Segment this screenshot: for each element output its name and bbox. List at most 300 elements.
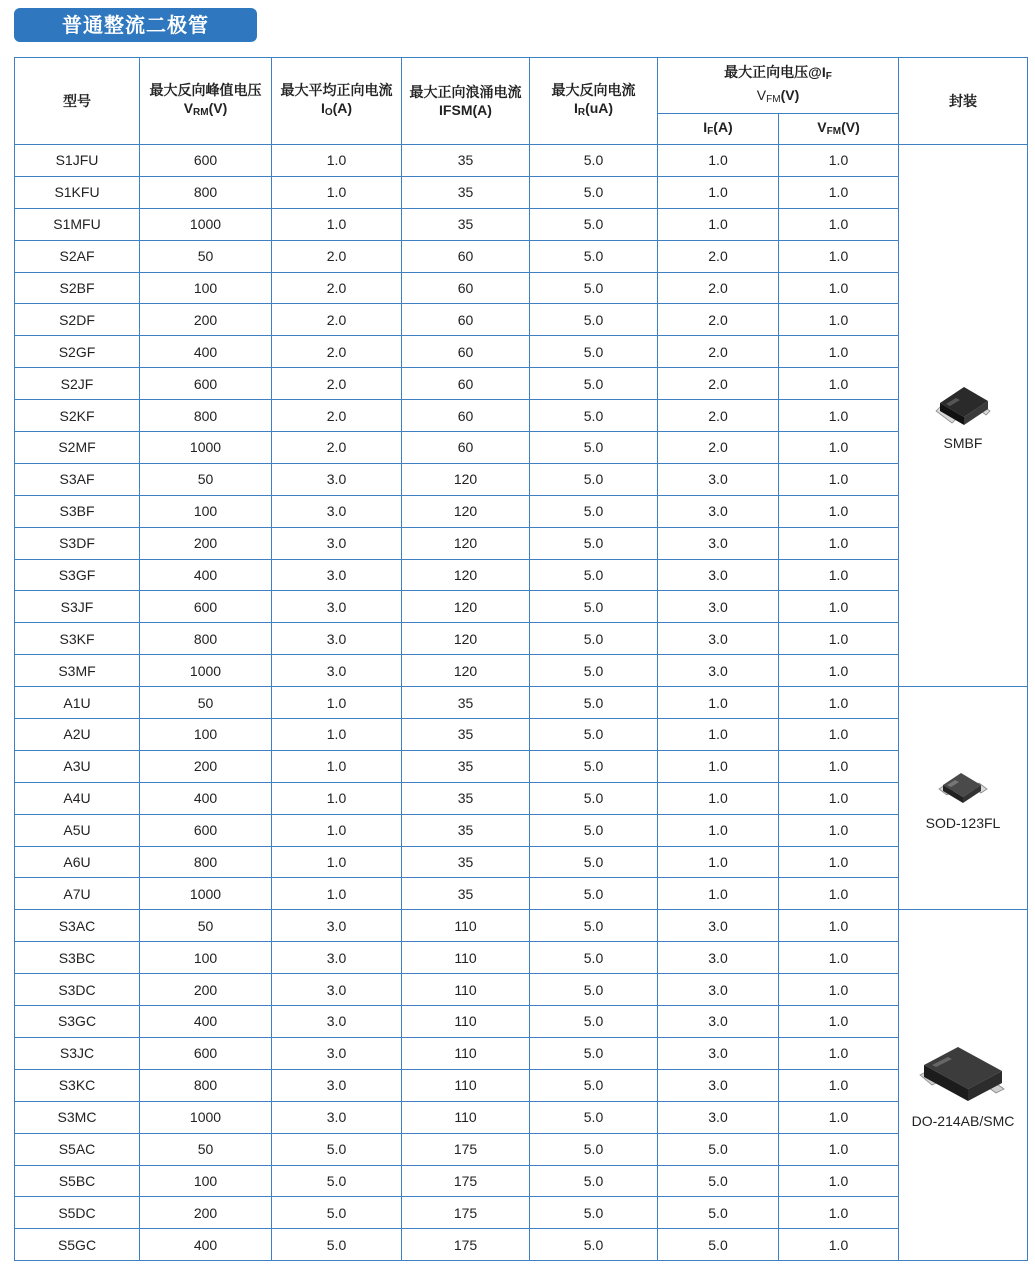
cell-ifsm: 120: [402, 623, 530, 655]
cell-ir: 5.0: [530, 719, 658, 751]
cell-ir: 5.0: [530, 432, 658, 464]
package-name: DO-214AB/SMC: [911, 1113, 1015, 1130]
cell-vrm: 600: [140, 814, 272, 846]
cell-io: 3.0: [272, 942, 402, 974]
cell-model: S2MF: [15, 432, 140, 464]
cell-ir: 5.0: [530, 240, 658, 272]
cell-ir: 5.0: [530, 655, 658, 687]
table-row: [15, 591, 1028, 623]
cell-if: 3.0: [658, 559, 779, 591]
cell-if: 1.0: [658, 814, 779, 846]
cell-io: 1.0: [272, 687, 402, 719]
table-row: [15, 1037, 1028, 1069]
cell-ifsm: 60: [402, 400, 530, 432]
cell-io: 3.0: [272, 655, 402, 687]
table-row: [15, 400, 1028, 432]
cell-vrm: 200: [140, 527, 272, 559]
cell-vrm: 100: [140, 942, 272, 974]
smc-package-icon: [918, 1041, 1008, 1109]
cell-ifsm: 110: [402, 974, 530, 1006]
table-row: [15, 974, 1028, 1006]
cell-ir: 5.0: [530, 463, 658, 495]
header-if: $I_F(A)$: [658, 114, 779, 145]
table-row: [15, 1133, 1028, 1165]
cell-io: 3.0: [272, 463, 402, 495]
cell-vfm: 1.0: [779, 1006, 899, 1038]
cell-ir: 5.0: [530, 814, 658, 846]
cell-ifsm: 60: [402, 368, 530, 400]
cell-ir: 5.0: [530, 1037, 658, 1069]
cell-ifsm: 35: [402, 176, 530, 208]
cell-model: S3BC: [15, 942, 140, 974]
cell-ifsm: 175: [402, 1197, 530, 1229]
cell-model: S1JFU: [15, 145, 140, 177]
cell-ir: 5.0: [530, 846, 658, 878]
table-row: [15, 495, 1028, 527]
cell-vfm: 1.0: [779, 814, 899, 846]
cell-ir: 5.0: [530, 591, 658, 623]
cell-model: S5GC: [15, 1229, 140, 1261]
cell-vfm: 1.0: [779, 1133, 899, 1165]
cell-if: 5.0: [658, 1165, 779, 1197]
cell-if: 3.0: [658, 463, 779, 495]
cell-model: A5U: [15, 814, 140, 846]
cell-ir: 5.0: [530, 336, 658, 368]
cell-vrm: 800: [140, 623, 272, 655]
cell-ifsm: 35: [402, 687, 530, 719]
cell-ir: 5.0: [530, 400, 658, 432]
cell-if: 3.0: [658, 1037, 779, 1069]
cell-vrm: 1000: [140, 1101, 272, 1133]
cell-ifsm: 35: [402, 846, 530, 878]
header-model: 型号: [15, 58, 140, 145]
cell-vfm: 1.0: [779, 495, 899, 527]
table-row: [15, 145, 1028, 177]
header-vf: [658, 58, 899, 114]
cell-if: 5.0: [658, 1197, 779, 1229]
cell-vfm: 1.0: [779, 400, 899, 432]
cell-vfm: 1.0: [779, 432, 899, 464]
cell-vfm: 1.0: [779, 527, 899, 559]
cell-if: 1.0: [658, 145, 779, 177]
cell-vrm: 600: [140, 368, 272, 400]
rectifier-diode-table: [14, 57, 1028, 1261]
cell-io: 2.0: [272, 336, 402, 368]
cell-vrm: 600: [140, 1037, 272, 1069]
cell-ifsm: 175: [402, 1229, 530, 1261]
cell-if: 2.0: [658, 336, 779, 368]
cell-ir: 5.0: [530, 495, 658, 527]
cell-io: 3.0: [272, 1101, 402, 1133]
cell-ir: 5.0: [530, 559, 658, 591]
table-row: [15, 240, 1028, 272]
cell-ifsm: 110: [402, 1101, 530, 1133]
smbf-package-icon: [930, 381, 996, 431]
table-row: [15, 463, 1028, 495]
cell-ifsm: 120: [402, 559, 530, 591]
cell-vfm: 1.0: [779, 463, 899, 495]
cell-ifsm: 35: [402, 782, 530, 814]
cell-vfm: 1.0: [779, 1069, 899, 1101]
table-row: [15, 1069, 1028, 1101]
cell-vrm: 100: [140, 495, 272, 527]
cell-ifsm: 60: [402, 432, 530, 464]
cell-if: 3.0: [658, 1006, 779, 1038]
cell-vfm: 1.0: [779, 591, 899, 623]
cell-vrm: 100: [140, 1165, 272, 1197]
cell-if: 3.0: [658, 1101, 779, 1133]
cell-model: S2JF: [15, 368, 140, 400]
cell-model: S3JC: [15, 1037, 140, 1069]
cell-if: 3.0: [658, 495, 779, 527]
cell-vfm: 1.0: [779, 559, 899, 591]
cell-ir: 5.0: [530, 1101, 658, 1133]
cell-ifsm: 110: [402, 1069, 530, 1101]
cell-vfm: 1.0: [779, 719, 899, 751]
cell-ifsm: 110: [402, 942, 530, 974]
cell-model: S3BF: [15, 495, 140, 527]
cell-io: 5.0: [272, 1133, 402, 1165]
cell-if: 3.0: [658, 974, 779, 1006]
cell-vrm: 1000: [140, 878, 272, 910]
cell-io: 5.0: [272, 1165, 402, 1197]
cell-model: S5AC: [15, 1133, 140, 1165]
cell-ifsm: 175: [402, 1133, 530, 1165]
cell-model: S3KF: [15, 623, 140, 655]
cell-io: 3.0: [272, 495, 402, 527]
cell-ir: 5.0: [530, 1229, 658, 1261]
section-title: 普通整流二极管: [14, 8, 257, 42]
cell-io: 2.0: [272, 272, 402, 304]
cell-io: 2.0: [272, 432, 402, 464]
cell-vrm: 50: [140, 910, 272, 942]
cell-if: 3.0: [658, 1069, 779, 1101]
cell-ifsm: 120: [402, 655, 530, 687]
cell-vrm: 50: [140, 1133, 272, 1165]
cell-io: 3.0: [272, 1006, 402, 1038]
cell-vrm: 600: [140, 145, 272, 177]
table-row: [15, 336, 1028, 368]
cell-if: 2.0: [658, 400, 779, 432]
cell-if: 2.0: [658, 432, 779, 464]
cell-io: 3.0: [272, 1037, 402, 1069]
cell-vrm: 200: [140, 974, 272, 1006]
cell-model: A7U: [15, 878, 140, 910]
table-row: [15, 878, 1028, 910]
cell-vfm: 1.0: [779, 846, 899, 878]
table-row: [15, 942, 1028, 974]
table-row: [15, 1197, 1028, 1229]
cell-vfm: 1.0: [779, 1165, 899, 1197]
cell-io: 1.0: [272, 782, 402, 814]
cell-model: S2DF: [15, 304, 140, 336]
cell-if: 3.0: [658, 623, 779, 655]
cell-ifsm: 120: [402, 591, 530, 623]
cell-model: S1KFU: [15, 176, 140, 208]
cell-model: S3JF: [15, 591, 140, 623]
cell-vrm: 800: [140, 400, 272, 432]
cell-io: 3.0: [272, 974, 402, 1006]
cell-vfm: 1.0: [779, 1197, 899, 1229]
cell-vfm: 1.0: [779, 336, 899, 368]
table-row: [15, 272, 1028, 304]
cell-if: 3.0: [658, 591, 779, 623]
cell-model: S3GF: [15, 559, 140, 591]
cell-if: 1.0: [658, 208, 779, 240]
cell-vfm: 1.0: [779, 942, 899, 974]
cell-vfm: 1.0: [779, 145, 899, 177]
cell-ifsm: 120: [402, 527, 530, 559]
cell-io: 2.0: [272, 240, 402, 272]
cell-if: 5.0: [658, 1133, 779, 1165]
table-row: [15, 750, 1028, 782]
cell-io: 3.0: [272, 623, 402, 655]
cell-model: S2BF: [15, 272, 140, 304]
cell-vfm: 1.0: [779, 240, 899, 272]
cell-if: 1.0: [658, 782, 779, 814]
cell-io: 1.0: [272, 878, 402, 910]
header-io-unit: $I_O(A)$: [320, 99, 353, 118]
cell-model: S3MC: [15, 1101, 140, 1133]
cell-model: S3AF: [15, 463, 140, 495]
table-row: [15, 814, 1028, 846]
header-ir-unit: $I_R(uA)$: [573, 99, 614, 118]
cell-vfm: 1.0: [779, 687, 899, 719]
cell-if: 2.0: [658, 272, 779, 304]
package-cell: [899, 145, 1028, 687]
header-vrm-label: 最大反向峰值电压: [149, 81, 262, 98]
cell-ifsm: 35: [402, 719, 530, 751]
cell-ir: 5.0: [530, 208, 658, 240]
cell-ir: 5.0: [530, 878, 658, 910]
cell-ir: 5.0: [530, 974, 658, 1006]
cell-ifsm: 60: [402, 272, 530, 304]
package-cell: [899, 910, 1028, 1261]
header-ifsm: [402, 58, 530, 145]
cell-io: 5.0: [272, 1229, 402, 1261]
cell-if: 2.0: [658, 304, 779, 336]
table-row: [15, 559, 1028, 591]
cell-vrm: 200: [140, 750, 272, 782]
cell-model: S5BC: [15, 1165, 140, 1197]
cell-vfm: 1.0: [779, 304, 899, 336]
cell-vfm: 1.0: [779, 1101, 899, 1133]
table-row: [15, 623, 1028, 655]
cell-io: 3.0: [272, 591, 402, 623]
cell-model: S3MF: [15, 655, 140, 687]
cell-ifsm: 110: [402, 1006, 530, 1038]
cell-if: 1.0: [658, 846, 779, 878]
cell-ir: 5.0: [530, 304, 658, 336]
header-vrm: [140, 58, 272, 145]
cell-vfm: 1.0: [779, 623, 899, 655]
sod123fl-package-icon: [935, 765, 991, 811]
cell-model: A2U: [15, 719, 140, 751]
cell-ir: 5.0: [530, 176, 658, 208]
cell-ir: 5.0: [530, 368, 658, 400]
cell-if: 1.0: [658, 176, 779, 208]
cell-vfm: 1.0: [779, 1229, 899, 1261]
cell-vfm: 1.0: [779, 974, 899, 1006]
cell-model: S3GC: [15, 1006, 140, 1038]
cell-if: 3.0: [658, 910, 779, 942]
cell-if: 1.0: [658, 750, 779, 782]
cell-ifsm: 120: [402, 463, 530, 495]
cell-vrm: 200: [140, 1197, 272, 1229]
package-name: SMBF: [943, 434, 983, 451]
cell-model: S1MFU: [15, 208, 140, 240]
package-name: SOD-123FL: [925, 815, 1001, 832]
table-row: [15, 1006, 1028, 1038]
cell-ifsm: 60: [402, 304, 530, 336]
table-row: [15, 208, 1028, 240]
cell-vrm: 1000: [140, 432, 272, 464]
cell-ifsm: 35: [402, 750, 530, 782]
table-row: [15, 304, 1028, 336]
cell-vrm: 400: [140, 1006, 272, 1038]
cell-io: 1.0: [272, 176, 402, 208]
cell-model: A6U: [15, 846, 140, 878]
cell-ir: 5.0: [530, 687, 658, 719]
cell-io: 3.0: [272, 910, 402, 942]
cell-model: S3DC: [15, 974, 140, 1006]
table-row: [15, 687, 1028, 719]
cell-ir: 5.0: [530, 1006, 658, 1038]
cell-if: 5.0: [658, 1229, 779, 1261]
cell-model: S2AF: [15, 240, 140, 272]
cell-ir: 5.0: [530, 527, 658, 559]
table-row: [15, 655, 1028, 687]
cell-vfm: 1.0: [779, 750, 899, 782]
cell-ir: 5.0: [530, 1197, 658, 1229]
header-ir: [530, 58, 658, 145]
cell-io: 5.0: [272, 1197, 402, 1229]
cell-ifsm: 110: [402, 910, 530, 942]
cell-vfm: 1.0: [779, 655, 899, 687]
package-cell: [899, 687, 1028, 910]
cell-vrm: 100: [140, 272, 272, 304]
table-row: [15, 1101, 1028, 1133]
cell-ifsm: 35: [402, 814, 530, 846]
cell-ifsm: 35: [402, 145, 530, 177]
cell-model: S2KF: [15, 400, 140, 432]
table-row: [15, 432, 1028, 464]
cell-if: 2.0: [658, 368, 779, 400]
cell-vfm: 1.0: [779, 910, 899, 942]
cell-ifsm: 35: [402, 878, 530, 910]
cell-vrm: 50: [140, 687, 272, 719]
cell-if: 3.0: [658, 527, 779, 559]
cell-if: 1.0: [658, 878, 779, 910]
table-row: [15, 368, 1028, 400]
header-io-label: 最大平均正向电流: [280, 81, 393, 98]
cell-if: 1.0: [658, 687, 779, 719]
cell-ir: 5.0: [530, 1165, 658, 1197]
cell-io: 2.0: [272, 400, 402, 432]
cell-io: 1.0: [272, 145, 402, 177]
cell-vrm: 400: [140, 782, 272, 814]
header-io: [272, 58, 402, 145]
table-row: [15, 1229, 1028, 1261]
header-package: 封装: [899, 58, 1028, 145]
cell-ir: 5.0: [530, 750, 658, 782]
cell-model: S5DC: [15, 1197, 140, 1229]
cell-vfm: 1.0: [779, 782, 899, 814]
cell-ir: 5.0: [530, 1133, 658, 1165]
cell-vrm: 100: [140, 719, 272, 751]
cell-vrm: 600: [140, 591, 272, 623]
table-body: [15, 145, 1028, 1261]
table-row: [15, 846, 1028, 878]
table-row: [15, 719, 1028, 751]
cell-io: 3.0: [272, 527, 402, 559]
cell-vfm: 1.0: [779, 1037, 899, 1069]
header-vf-label: 最大正向电压$@I_F$: [724, 63, 832, 82]
table-row: [15, 782, 1028, 814]
cell-vfm: 1.0: [779, 368, 899, 400]
header-ifsm-label: 最大正向浪涌电流: [409, 84, 522, 100]
cell-ir: 5.0: [530, 1069, 658, 1101]
cell-vrm: 50: [140, 240, 272, 272]
cell-vrm: 200: [140, 304, 272, 336]
cell-ir: 5.0: [530, 910, 658, 942]
cell-if: 3.0: [658, 942, 779, 974]
header-vfm: $V_{FM}(V)$: [779, 114, 899, 145]
cell-io: 1.0: [272, 846, 402, 878]
table-row: [15, 910, 1028, 942]
cell-io: 1.0: [272, 814, 402, 846]
cell-model: S3KC: [15, 1069, 140, 1101]
cell-ir: 5.0: [530, 942, 658, 974]
cell-vrm: 800: [140, 176, 272, 208]
cell-vrm: 400: [140, 559, 272, 591]
cell-ifsm: 35: [402, 208, 530, 240]
cell-vrm: 1000: [140, 655, 272, 687]
cell-if: 2.0: [658, 240, 779, 272]
cell-model: S3DF: [15, 527, 140, 559]
cell-ifsm: 60: [402, 240, 530, 272]
cell-ir: 5.0: [530, 623, 658, 655]
cell-model: S3AC: [15, 910, 140, 942]
cell-io: 3.0: [272, 559, 402, 591]
cell-vfm: 1.0: [779, 272, 899, 304]
cell-io: 3.0: [272, 1069, 402, 1101]
cell-vrm: 800: [140, 1069, 272, 1101]
cell-model: S2GF: [15, 336, 140, 368]
header-vrm-unit: $V_{RM}(V)$: [183, 99, 228, 118]
header-vf-unit: $V_{FM}(V)$: [756, 86, 800, 105]
table-row: [15, 527, 1028, 559]
cell-io: 1.0: [272, 750, 402, 782]
cell-vfm: 1.0: [779, 208, 899, 240]
cell-ifsm: 60: [402, 336, 530, 368]
cell-ifsm: 120: [402, 495, 530, 527]
cell-io: 1.0: [272, 719, 402, 751]
cell-vrm: 50: [140, 463, 272, 495]
cell-model: A4U: [15, 782, 140, 814]
cell-vrm: 400: [140, 336, 272, 368]
header-row: [15, 58, 1028, 114]
cell-io: 1.0: [272, 208, 402, 240]
cell-if: 3.0: [658, 655, 779, 687]
cell-vrm: 800: [140, 846, 272, 878]
cell-ir: 5.0: [530, 145, 658, 177]
table-row: [15, 1165, 1028, 1197]
cell-io: 2.0: [272, 304, 402, 336]
cell-vfm: 1.0: [779, 176, 899, 208]
cell-if: 1.0: [658, 719, 779, 751]
cell-model: A3U: [15, 750, 140, 782]
